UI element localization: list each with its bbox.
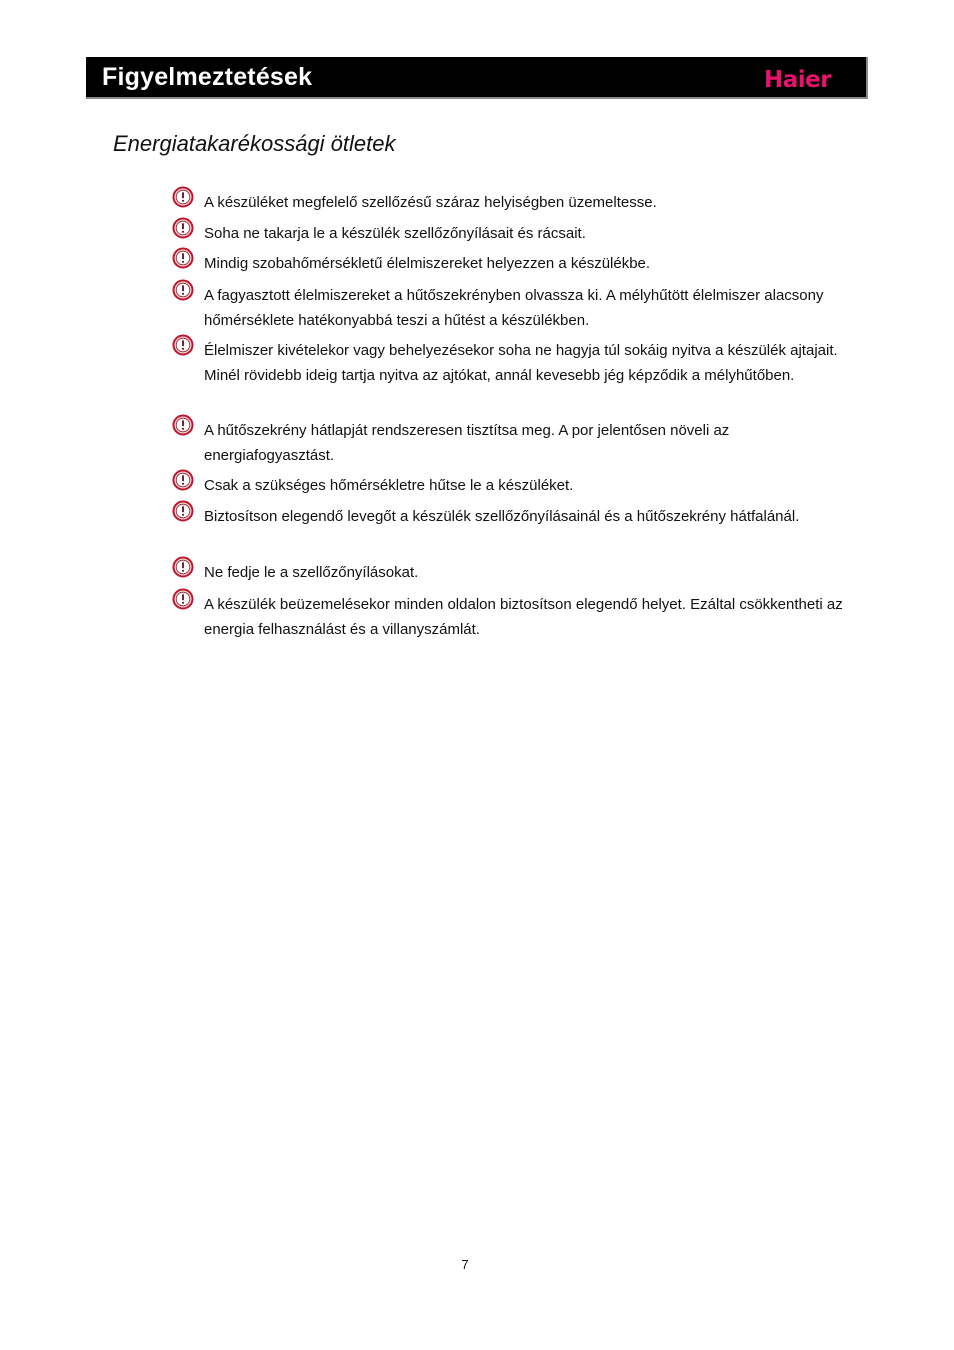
haier-logo-text: Haier (764, 67, 832, 91)
tip-text: Ne fedje le a szellőzőnyílásokat. (204, 564, 419, 581)
tip-text: Biztosítson elegendő levegőt a készülék szellőzőnyílásainál és a hűtőszekrény hátfalánál. (204, 508, 800, 525)
page-title: Figyelmeztetések (102, 63, 313, 91)
warning-circle-icon (172, 186, 194, 208)
page-number: 7 (461, 1257, 469, 1272)
section-heading: Energiatakarékossági ötletek (113, 131, 396, 156)
warning-circle-icon (172, 414, 194, 436)
warning-circle-icon (172, 334, 194, 356)
tip-text: Élelmiszer kivételekor vagy behelyezésekor soha ne hagyja túl sokáig nyitva a készülék ajtajait. Minél rövidebb ideig tartja nyitva az ajtókat, annál kevesebb jég képződik a mélyhűtőben. (204, 342, 838, 384)
warning-circle-icon (172, 217, 194, 239)
tip-text: A készüléket megfelelő szellőzésű száraz helyiségben üzemeltesse. (204, 194, 657, 211)
warning-circle-icon (172, 247, 194, 269)
warning-circle-icon (172, 279, 194, 301)
tip-text: Soha ne takarja le a készülék szellőzőnyílásait és rácsait. (204, 225, 586, 242)
tip-text: A készülék beüzemelésekor minden oldalon biztosítson elegendő helyet. Ezáltal csökkentheti az energia felhasználást és a villanyszámlát. (204, 596, 843, 638)
tip-text: A hűtőszekrény hátlapját rendszeresen tisztítsa meg. A por jelentősen növeli az energiafogyasztást. (204, 422, 730, 464)
haier-logo (764, 67, 840, 91)
warning-circle-icon (172, 556, 194, 578)
tip-text: A fagyasztott élelmiszereket a hűtőszekrényben olvassza ki. A mélyhűtött élelmiszer alacsony hőmérséklete hatékonyabbá teszi a hűtést a készülékben. (204, 287, 824, 329)
tip-text: Csak a szükséges hőmérsékletre hűtse le a készüléket. (204, 477, 574, 494)
warning-circle-icon (172, 500, 194, 522)
tip-text: Mindig szobahőmérsékletű élelmiszereket helyezzen a készülékbe. (204, 255, 651, 272)
warning-circle-icon (172, 588, 194, 610)
page-header-bar (86, 57, 868, 99)
warning-circle-icon (172, 469, 194, 491)
